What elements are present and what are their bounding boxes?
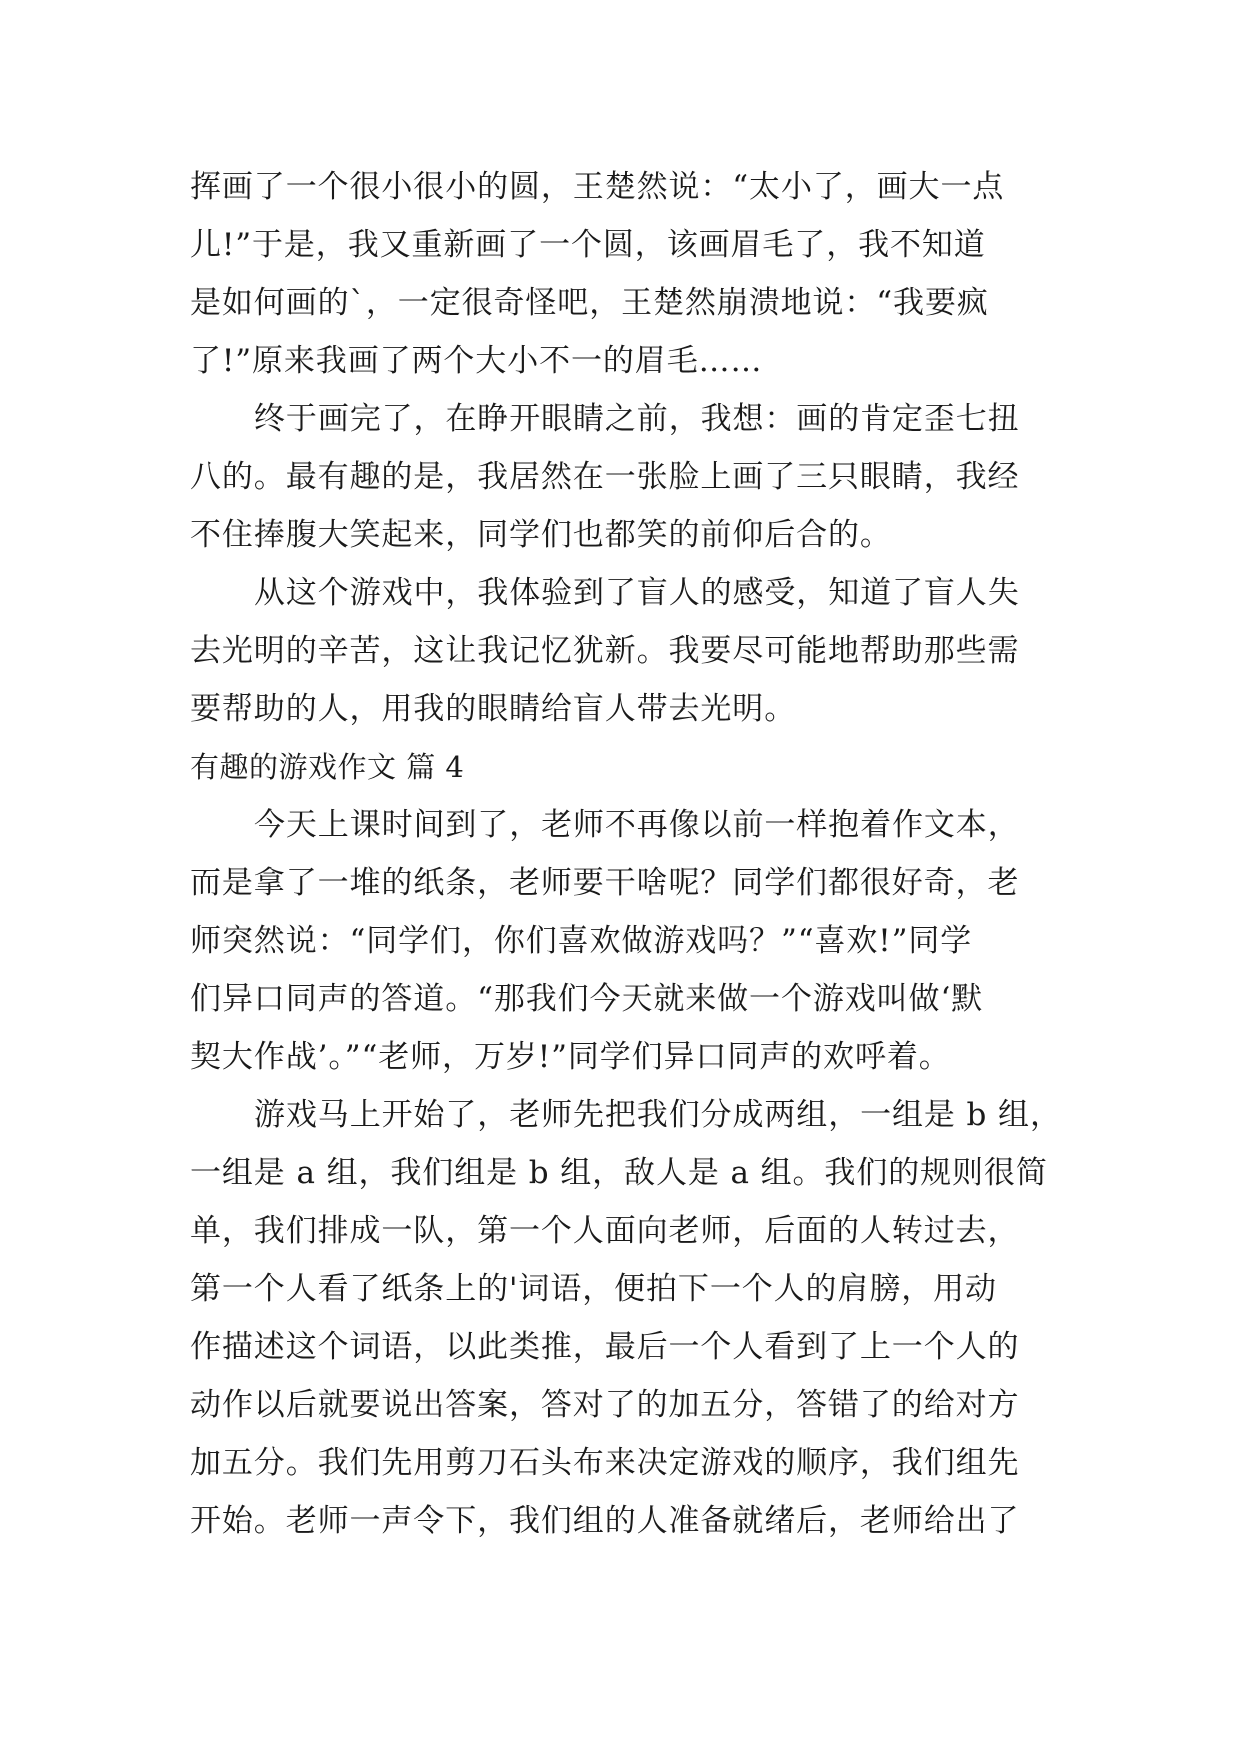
document-page (190, 158, 1062, 1550)
paragraph (190, 390, 1050, 564)
text-line: 要帮助的人，用我的眼睛给盲人带去光明。 (190, 691, 797, 727)
text-line: 游戏马上开始了，老师先把我们分成两组，一组是 b 组， (254, 1097, 1062, 1133)
paragraph (190, 564, 1050, 738)
text-line: 作描述这个词语，以此类推，最后一个人看到了上一个人的 (190, 1329, 1020, 1365)
text-line: 而是拿了一堆的纸条，老师要干啥呢？同学们都很好奇，老 (190, 865, 1020, 901)
paragraph (190, 1086, 1062, 1550)
section-heading: 有趣的游戏作文 篇 4 (190, 750, 465, 784)
paragraph (190, 796, 1050, 1086)
text-line: 契大作战’。”“老师，万岁!”同学们异口同声的欢呼着。 (190, 1039, 951, 1075)
text-line: 第一个人看了纸条上的'词语，便拍下一个人的肩膀，用动 (190, 1271, 997, 1307)
text-line: 开始。老师一声令下，我们组的人准备就绪后，老师给出了 (190, 1503, 1020, 1539)
text-line: 加五分。我们先用剪刀石头布来决定游戏的顺序，我们组先 (190, 1445, 1020, 1481)
text-line: 动作以后就要说出答案，答对了的加五分，答错了的给对方 (190, 1387, 1020, 1423)
text-line: 从这个游戏中，我体验到了盲人的感受，知道了盲人失 (254, 575, 1020, 611)
text-line: 终于画完了，在睁开眼睛之前，我想：画的肯定歪七扭 (254, 401, 1020, 437)
text-line: 八的。最有趣的是，我居然在一张脸上画了三只眼睛，我经 (190, 459, 1020, 495)
text-line: 儿!”于是，我又重新画了一个圆，该画眉毛了，我不知道 (190, 227, 986, 263)
text-line: 去光明的辛苦，这让我记忆犹新。我要尽可能地帮助那些需 (190, 633, 1020, 669)
text-line: 了!”原来我画了两个大小不一的眉毛…… (190, 343, 763, 379)
text-line: 今天上课时间到了，老师不再像以前一样抱着作文本， (254, 807, 1020, 843)
text-line: 们异口同声的答道。“那我们今天就来做一个游戏叫做‘默 (190, 981, 984, 1017)
text-line: 单，我们排成一队，第一个人面向老师，后面的人转过去， (190, 1213, 1020, 1249)
paragraph (190, 158, 1050, 390)
text-line: 师突然说：“同学们，你们喜欢做游戏吗？”“喜欢!”同学 (190, 923, 973, 959)
text-line: 是如何画的`，一定很奇怪吧，王楚然崩溃地说：“我要疯 (190, 285, 989, 321)
text-line: 一组是 a 组，我们组是 b 组，敌人是 a 组。我们的规则很简 (190, 1155, 1048, 1191)
text-line: 不住捧腹大笑起来，同学们也都笑的前仰后合的。 (190, 517, 892, 553)
text-line: 挥画了一个很小很小的圆，王楚然说：“太小了，画大一点 (190, 169, 1005, 205)
